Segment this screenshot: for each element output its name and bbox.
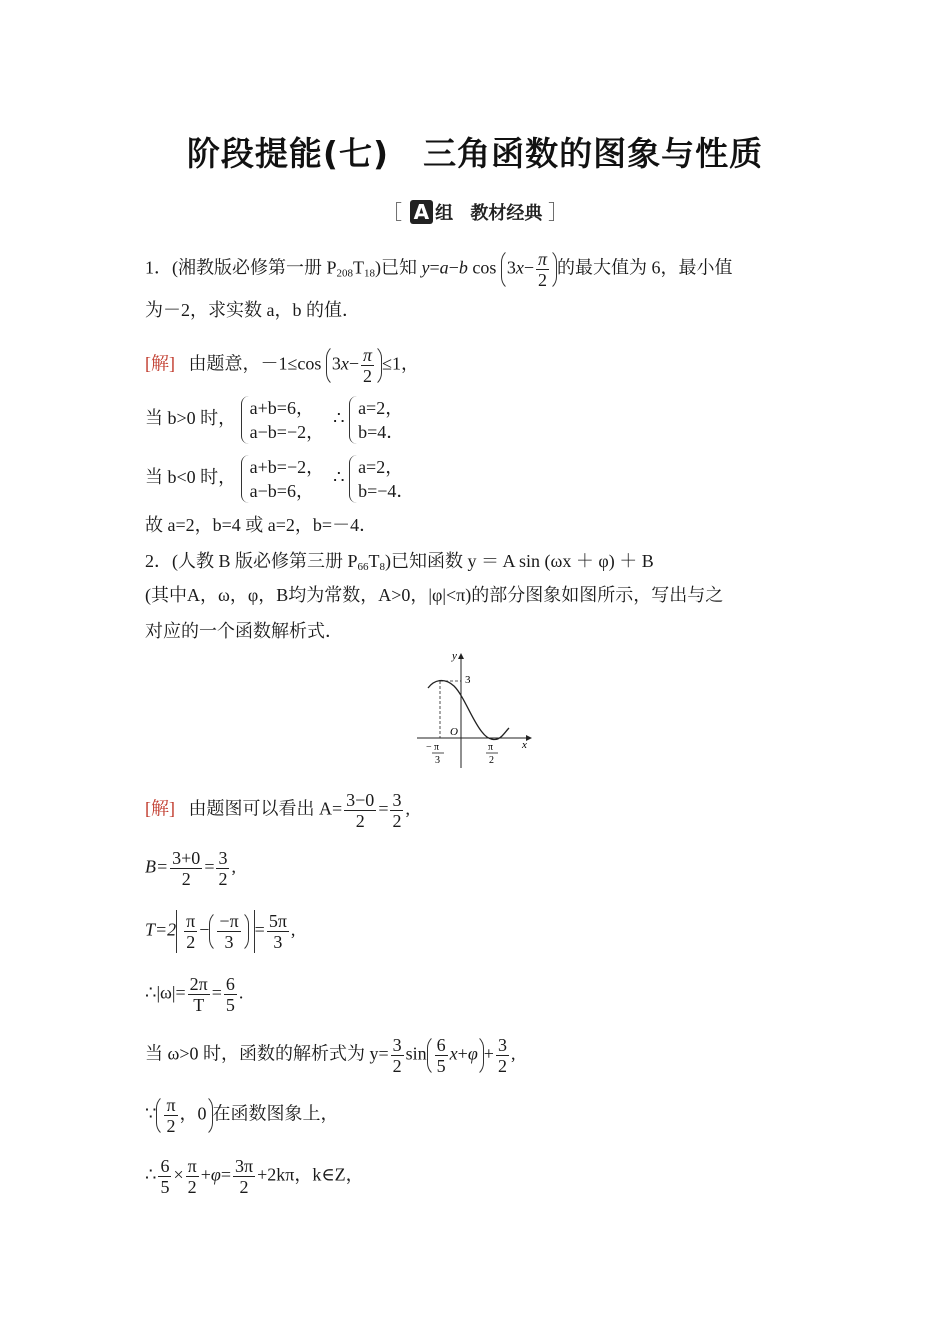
x-tick-left-num: π (434, 742, 440, 753)
problem2-line3: 对应的一个函数解析式． (145, 621, 343, 641)
solution-tag-2: [解] (145, 798, 175, 819)
x-tick-left-den: 3 (435, 755, 440, 766)
x-tick-right-num: π (488, 742, 494, 753)
x-axis-arrow (526, 735, 532, 741)
solution2-A: [解] 由题图可以看出 A= $\frac{3-0}{2}$ = $\frac{3}{2}$ , (145, 790, 410, 831)
solution2-case: 当 ω>0 时，函数的解析式为 y= $\frac{3}{2}$ sin $\frac{6}{5}$ x+φ + $\frac{3}{2}$ , (145, 1035, 516, 1076)
solution1-case1: 当 b>0 时， a+b=6， a−b=−2， ∴ a=2， b=4． (145, 398, 405, 442)
solution-tag: [解] (145, 353, 175, 374)
problem2-line2: (其中A，ω，φ，B均为常数，A>0，|φ|<π)的部分图象如图所示，写出与之 (145, 585, 724, 605)
group-label: 组 (435, 203, 454, 224)
y-axis-arrow (458, 653, 464, 659)
x-tick-right-den: 2 (489, 755, 494, 766)
solution2-B: B= $\frac{3+0}{2}$ = $\frac{3}{2}$ , (145, 848, 236, 889)
solution1-intro: [解] 由题意，－1≤cos 3x− $\frac{\pi}{2}$ ≤1， (145, 345, 419, 386)
solution2-final: ∴ $\frac{6}{5}$ × $\frac{\pi}{2}$ +φ= $\frac{3\pi}{2}$ +2kπ，k∈Z， (145, 1156, 364, 1197)
x-label: x (522, 739, 527, 751)
solution1-case2: 当 b<0 时， a+b=−2， a−b=6， ∴ a=2， b=−4． (145, 457, 415, 501)
y-label: y (452, 650, 457, 662)
problem1-statement: 1．(湘教版必修第一册 $P_{208}T_{18}$)已知 y=a−b cos 3x− $\frac{\pi}{2}$ 的最大值为 6，最小值 (145, 249, 733, 290)
group-name: 教材经典 (470, 203, 543, 224)
bracket-right: ］ (548, 200, 569, 224)
page-title: 阶段提能(七) 三角函数的图象与性质 (186, 134, 764, 173)
solution2-omega: ∴|ω|= $\frac{2\pi}{T}$ = $\frac{6}{5}$ . (145, 974, 244, 1015)
problem2-line1: 2．(人教 B 版必修第三册 $P_{66}T_8$)已知函数 y ＝ A sin (ωx ＋ φ) ＋ B (145, 551, 654, 573)
sine-curve (428, 680, 509, 739)
cos-argument: 3x− $\frac{\pi}{2}$ (501, 248, 557, 291)
bracket-left: ［ (381, 200, 402, 224)
x-tick-left-sign: − (426, 742, 432, 753)
function-graph (412, 650, 537, 770)
problem1-line2: 为－2，求实数 a，b 的值． (145, 300, 360, 320)
solution1-conclusion: 故 a=2，b=4 或 a=2，b=－4． (145, 515, 378, 535)
solution2-T: T=2 $\frac{\pi}{2}$ − $\frac{-\pi}{3}$ = $\frac{5\pi}{3}$ , (145, 911, 296, 952)
origin-label: O (450, 726, 458, 738)
y-tick-3: 3 (465, 674, 471, 686)
solution2-because: ∵ $\frac{\pi}{2}$ ，0 在函数图象上， (145, 1095, 339, 1136)
group-heading (0, 196, 950, 225)
group-badge: A (410, 200, 433, 224)
